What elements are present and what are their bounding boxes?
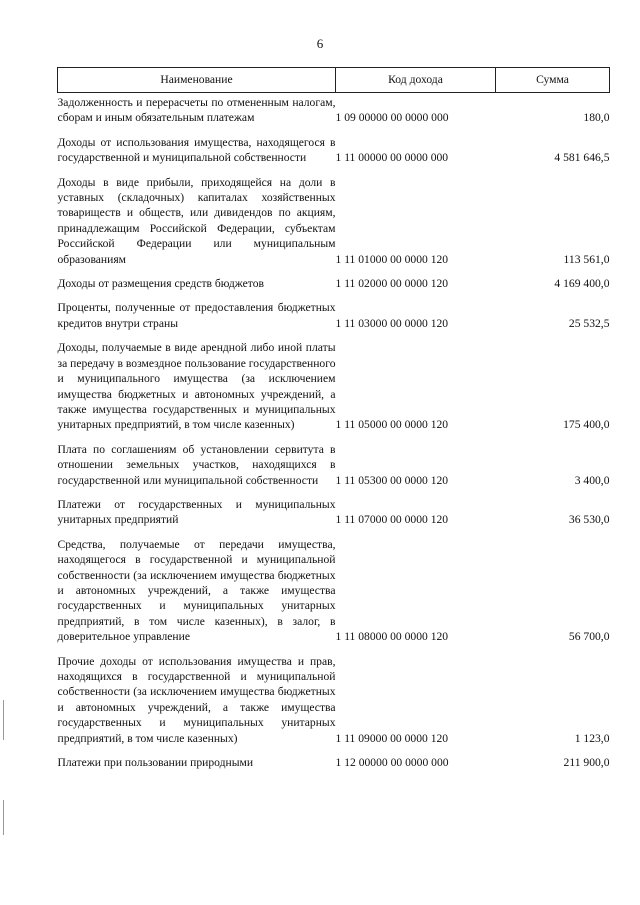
row-code: 1 11 02000 00 0000 120 (335, 277, 449, 291)
row-code: 1 11 01000 00 0000 120 (335, 252, 449, 266)
row-sum: 3 400,0 (574, 473, 610, 487)
row-name: Платежи от государственных и муниципальных унитарных предприятий (57, 497, 336, 527)
table-row (58, 291, 610, 331)
row-name: Прочие доходы от использования имущества и прав, находящихся в государственной и муниципальной собственности (за исключением имущества бюджетных и автономных учреждений, а также имущества государственных и муниципальных унитарных предприятий, в том числе казенных) (57, 654, 336, 745)
row-code: 1 11 09000 00 0000 120 (335, 731, 449, 745)
header-name: Наименование (58, 68, 336, 93)
row-sum: 25 532,5 (568, 316, 610, 330)
row-code: 1 11 00000 00 0000 000 (335, 151, 449, 165)
row-name: Доходы от размещения средств бюджетов (57, 277, 264, 291)
table-row (58, 528, 610, 645)
row-name: Доходы, получаемые в виде арендной либо иной платы за передачу в возмездное пользование государственного и муниципального имущества (за исключением имущества бюджетных и автономных учреждений, а также имущества государственных и муниципальных унитарных предприятий, в том числе казенных) (57, 341, 336, 432)
table-row (58, 331, 610, 432)
row-name: Плата по соглашениям об установлении сервитута в отношении земельных участков, находящихся в государственной или муниципальной собственности (57, 442, 336, 487)
row-sum: 180,0 (583, 111, 610, 125)
table-row (58, 488, 610, 528)
scan-margin-line (3, 800, 4, 835)
row-code: 1 11 05300 00 0000 120 (335, 473, 449, 487)
table-row (58, 645, 610, 746)
table-row (58, 267, 610, 291)
row-code: 1 11 07000 00 0000 120 (335, 513, 449, 527)
table-row (58, 166, 610, 267)
row-name: Платежи при пользовании природными (57, 756, 254, 770)
page-number: 6 (316, 36, 324, 51)
row-sum: 175 400,0 (563, 418, 610, 432)
row-name: Доходы в виде прибыли, приходящейся на доли в уставных (складочных) капиталах хозяйственных товариществ и обществ, или дивидендов по акциям, принадлежащим Российской Федерации, субъектам Российской Федерации или муниципальным образованиям (57, 175, 336, 266)
table-row (58, 93, 610, 126)
table-row (58, 746, 610, 770)
row-sum: 4 169 400,0 (554, 277, 610, 291)
row-name: Доходы от использования имущества, находящегося в государственной и муниципальной собственности (57, 135, 336, 165)
row-name: Задолженность и перерасчеты по отмененным налогам, сборам и иным обязательным платежам (57, 96, 336, 125)
row-sum: 36 530,0 (568, 513, 610, 527)
row-code: 1 11 03000 00 0000 120 (335, 316, 449, 330)
table-row (58, 126, 610, 166)
row-sum: 113 561,0 (563, 252, 610, 266)
header-sum: Сумма (496, 68, 610, 93)
row-code: 1 12 00000 00 0000 000 (335, 756, 449, 770)
table-row (58, 433, 610, 488)
header-code: Код дохода (336, 68, 496, 93)
row-code: 1 11 05000 00 0000 120 (335, 418, 449, 432)
scan-margin-line (3, 700, 4, 740)
row-name: Средства, получаемые от передачи имущества, находящегося в государственной и муниципальной собственности (за исключением имущества бюджетных и автономных учреждений, а также имущества государственных и муниципальных унитарных предприятий, в том числе казенных), в залог, в доверительное управление (57, 537, 336, 644)
row-sum: 1 123,0 (574, 731, 610, 745)
row-name: Проценты, полученные от предоставления бюджетных кредитов внутри страны (57, 301, 336, 330)
row-sum: 211 900,0 (563, 756, 610, 770)
row-sum: 56 700,0 (568, 630, 610, 644)
table-header-row (58, 68, 610, 93)
row-code: 1 11 08000 00 0000 120 (335, 630, 449, 644)
row-code: 1 09 00000 00 0000 000 (335, 111, 449, 125)
row-sum: 4 581 646,5 (554, 151, 610, 165)
revenue-table (57, 67, 610, 770)
